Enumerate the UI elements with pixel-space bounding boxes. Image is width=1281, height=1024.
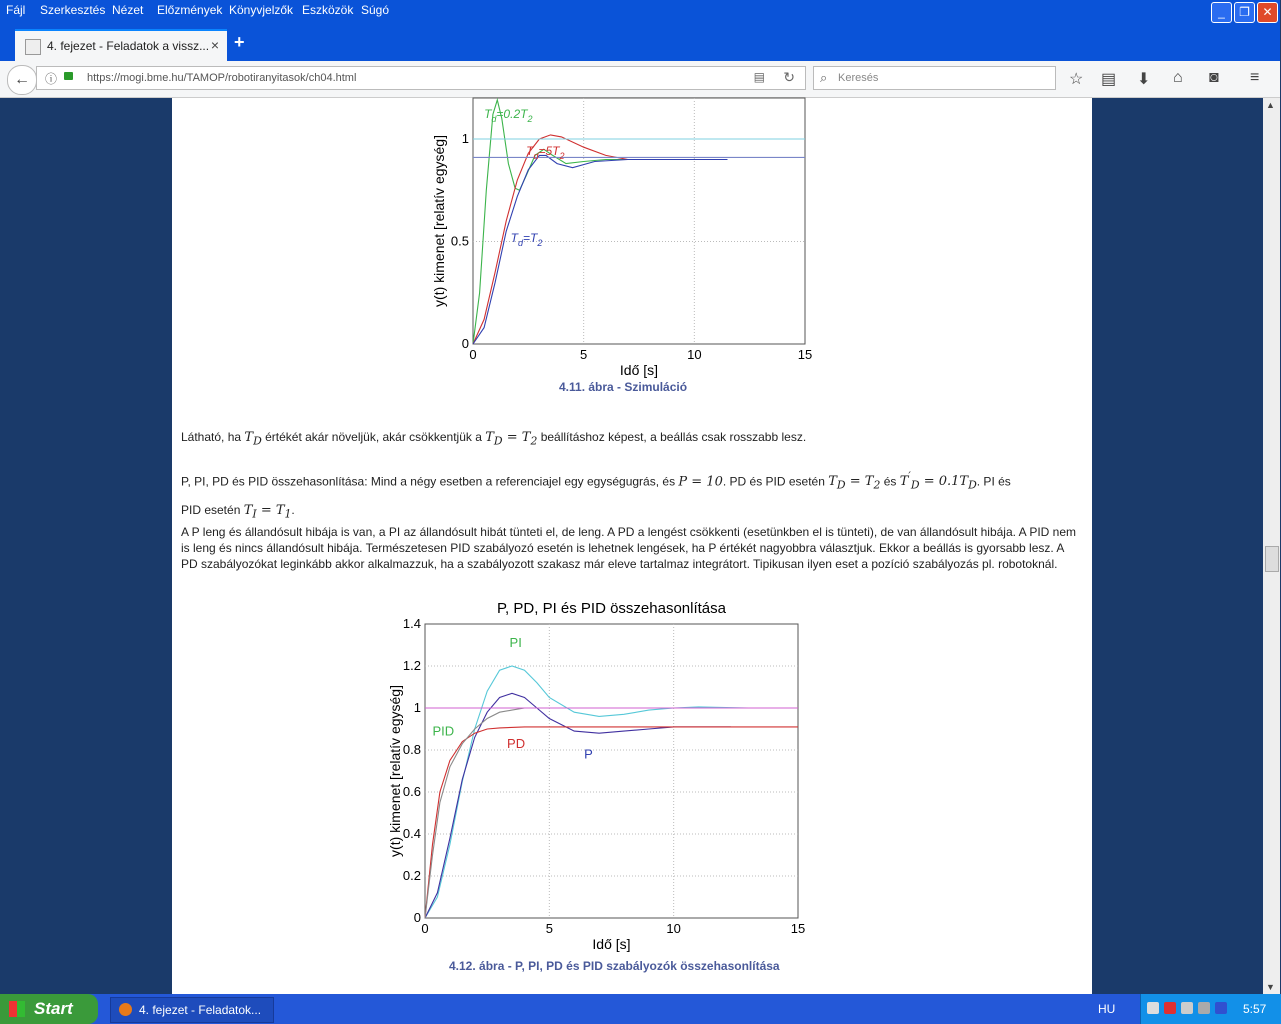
y-tick-label: 0.5 <box>450 233 469 249</box>
bluetooth-icon[interactable] <box>1215 1002 1227 1014</box>
nav-bar <box>0 61 1280 98</box>
back-button[interactable]: ← <box>7 65 37 95</box>
security-icon[interactable] <box>1164 1002 1176 1014</box>
y-tick-label: 1 <box>413 700 421 715</box>
close-window-button[interactable]: ✕ <box>1257 2 1278 23</box>
p2-text-a: P, PI, PD és PID összehasonlítása: Mind a négy esetben a referenciajel egy egységugrás, és <box>181 474 676 489</box>
y-tick-label: 0.2 <box>402 868 421 883</box>
taskbar-item-label: 4. fejezet - Feladatok... <box>139 1003 262 1017</box>
bookmark-star-icon[interactable]: ☆ <box>1069 71 1084 88</box>
menu-bookmarks[interactable]: Könyvjelzők <box>229 3 294 17</box>
label-td-5t2: $T_d=5T_2$ <box>526 144 565 161</box>
lock-icon <box>64 72 73 80</box>
y-tick-label: 0.6 <box>402 784 421 799</box>
label-td-02t2: $T_d=0.2T_2$ <box>484 107 533 124</box>
p2-text-b: . PD és PID esetén <box>722 474 825 489</box>
y-tick-label: 1.2 <box>402 658 421 673</box>
annotation-p: P <box>584 746 593 762</box>
firefox-icon <box>119 1003 132 1016</box>
math-P10: P = 10 <box>678 474 723 490</box>
annotation-pi: PI <box>509 635 522 651</box>
url-bar[interactable] <box>36 66 806 90</box>
chart-simulation <box>422 98 822 383</box>
x-axis-label: Idő [s] <box>619 362 659 378</box>
x-tick-label: 5 <box>580 347 588 362</box>
network-icon[interactable] <box>1147 1002 1159 1014</box>
figure-caption-4-12: 4.12. ábra - P, PI, PD és PID szabályozók összehasonlítása <box>449 959 780 973</box>
search-placeholder: Keresés <box>838 72 879 84</box>
scroll-thumb[interactable] <box>1265 546 1279 572</box>
menu-tools[interactable]: Eszközök <box>302 3 354 17</box>
bookmarks-list-icon[interactable]: ▤ <box>1101 71 1117 88</box>
page-viewport <box>0 98 1263 994</box>
download-icon[interactable]: ⬇ <box>1137 71 1151 88</box>
vertical-scrollbar[interactable] <box>1263 98 1280 994</box>
math-TD: $T_D$ <box>244 430 262 448</box>
annotation-pid: PID <box>432 723 455 739</box>
chart-title: P, PD, PI és PID összehasonlítása <box>496 600 727 617</box>
search-icon: ⌕ <box>820 70 828 85</box>
p2-text-e: PID esetén <box>181 502 241 517</box>
y-axis-label: y(t) kimenet [relatív egység] <box>431 135 447 307</box>
menu-bar <box>0 0 1280 23</box>
math-TDprime: $T'_D = 0.1T_D$ <box>899 470 977 492</box>
y-tick-label: 0 <box>461 336 469 351</box>
math-TI-eq-T1: $T_I = T_1$ <box>243 502 292 521</box>
info-icon[interactable]: ⓘ <box>45 72 58 86</box>
windows-flag-icon <box>9 1001 25 1017</box>
x-tick-label: 10 <box>687 347 702 362</box>
taskbar-firefox-item[interactable] <box>110 997 274 1023</box>
p2-text-f: . <box>291 502 295 517</box>
url-text[interactable]: https://mogi.bme.hu/TAMOP/robotiranyitasok/ch04.html <box>87 72 357 84</box>
paragraph-3: A P leng és állandósult hibája is van, a PI az állandósult hibát tünteti el, de leng. A PD a lengést csökkenti (esetünkben el is tünteti), de van állandósult hibája. A PID nem is leng és nincs állandósult hibája. Természetesen PID szabályozó esetén is lehetnek lengések, ha P értékét nagyobbra választjuk. Ekkor a beállás is gyorsabb lesz. A PD szabályozókat leginkább akkor alkalmazzuk, ha a szabályozott szakasz már eleve tartalmaz integrátort. Tipikusan ilyen eset a pozíció szabályozás pl. robotoknál. <box>181 525 1077 571</box>
favicon-icon <box>25 39 41 55</box>
y-tick-label: 0.8 <box>402 742 421 757</box>
math-TD-eq-T2-b: $T_D = T_2$ <box>828 474 881 492</box>
language-indicator[interactable]: HU <box>1098 1002 1116 1016</box>
x-tick-label: 0 <box>421 921 429 936</box>
scroll-down-icon[interactable]: ▼ <box>1266 982 1275 992</box>
menu-help[interactable]: Súgó <box>361 3 390 17</box>
paragraph-2 <box>181 465 1081 527</box>
tab-close-icon[interactable]: × <box>210 37 219 53</box>
p1-text-a: Látható, ha <box>181 430 242 444</box>
tab-title: 4. fejezet - Feladatok a vissz... <box>47 39 210 53</box>
home-icon[interactable]: ⌂ <box>1173 69 1183 86</box>
label-td-t2: $T_d=T_2$ <box>510 231 543 248</box>
chart-comparison <box>387 593 850 958</box>
page-content <box>172 98 1092 994</box>
y-tick-label: 1.4 <box>402 616 421 631</box>
plot-area <box>425 624 798 918</box>
pocket-icon[interactable]: ◙ <box>1209 69 1219 86</box>
x-tick-label: 15 <box>790 921 806 936</box>
math-TD-eq-T2: $T_D = T_2$ <box>485 430 538 448</box>
x-tick-label: 5 <box>545 921 553 936</box>
p1-text-c: beállításhoz képest, a beállás csak rosszabb lesz. <box>540 430 807 444</box>
paragraph-1 <box>181 429 1081 450</box>
y-tick-label: 1 <box>461 131 469 146</box>
p1-text-b: értékét akár növeljük, akár csökkentjük a <box>265 430 482 444</box>
tab-bar <box>0 23 1280 61</box>
p2-text-c: és <box>883 474 897 489</box>
new-tab-button[interactable]: + <box>234 32 245 52</box>
x-tick-label: 0 <box>469 347 477 362</box>
x-tick-label: 10 <box>666 921 681 936</box>
y-tick-label: 0.4 <box>402 826 421 841</box>
y-tick-label: 0 <box>413 910 421 925</box>
start-label: Start <box>34 999 73 1018</box>
minimize-button[interactable]: _ <box>1211 2 1232 23</box>
figure-caption-4-11: 4.11. ábra - Szimuláció <box>559 380 688 394</box>
clock: 5:57 <box>1243 1002 1267 1016</box>
restore-button[interactable]: ❐ <box>1234 2 1255 23</box>
reader-view-icon[interactable]: ▤ <box>753 70 765 84</box>
menu-file[interactable]: Fájl <box>6 3 26 17</box>
annotation-pd: PD <box>507 735 526 751</box>
hamburger-menu-icon[interactable]: ≡ <box>1250 69 1260 86</box>
menu-view[interactable]: Nézet <box>112 3 144 17</box>
plot-area <box>473 98 805 344</box>
reload-icon[interactable]: ↻ <box>783 69 795 85</box>
y-axis-label: y(t) kimenet [relatív egység] <box>387 685 403 857</box>
scroll-up-icon[interactable]: ▲ <box>1266 100 1275 110</box>
device-icon[interactable] <box>1198 1002 1210 1014</box>
p2-text-d: . PI és <box>976 474 1011 489</box>
x-tick-label: 15 <box>797 347 813 362</box>
search-input[interactable] <box>813 66 1056 90</box>
taskbar <box>0 994 1280 1024</box>
start-button[interactable] <box>0 994 98 1024</box>
menu-edit[interactable]: Szerkesztés <box>40 3 106 17</box>
menu-history[interactable]: Előzmények <box>157 3 223 17</box>
x-axis-label: Idő [s] <box>592 936 631 952</box>
tab-active[interactable] <box>15 29 227 61</box>
volume-icon[interactable] <box>1181 1002 1193 1014</box>
